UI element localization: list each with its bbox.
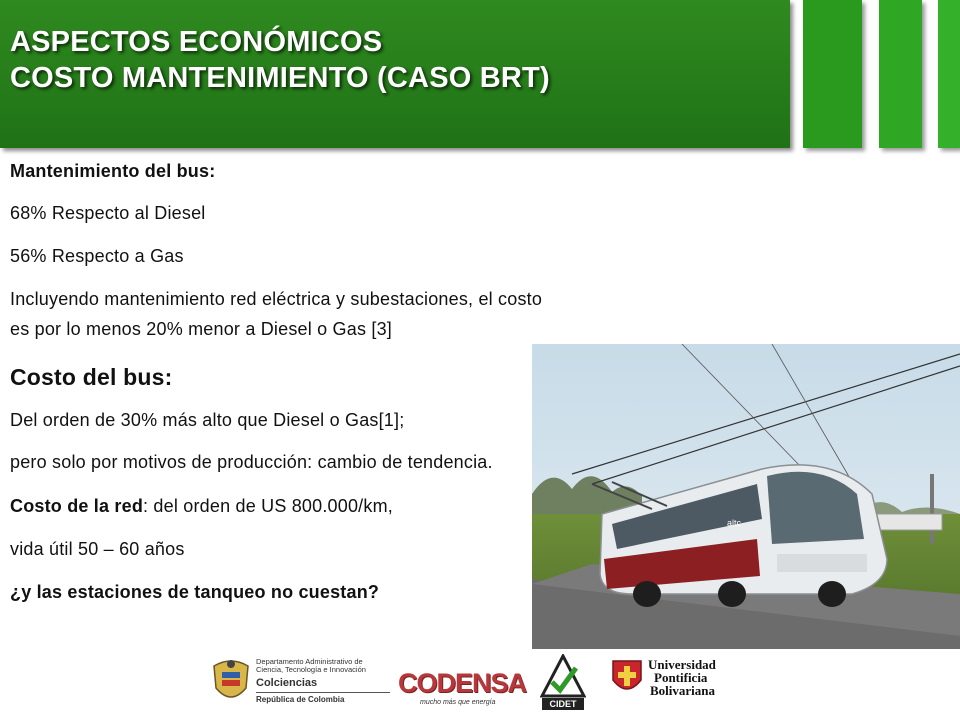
maintenance-heading: Mantenimiento del bus: xyxy=(10,161,216,181)
lifespan-line: vida útil 50 – 60 años xyxy=(10,539,185,559)
network-line-1: Incluyendo mantenimiento red eléctrica y subestaciones, el costo xyxy=(10,289,543,309)
network-cost-label: Costo de la red xyxy=(10,496,144,516)
cidet-check-icon xyxy=(540,654,586,698)
bus-label: altc xyxy=(727,518,742,528)
coat-of-arms-icon xyxy=(210,658,252,706)
decorative-bar-1 xyxy=(803,0,862,148)
bus-cost-heading: Costo del bus: xyxy=(10,364,173,390)
upb-shield-icon xyxy=(610,658,644,698)
codensa-slogan: mucho más que energía xyxy=(420,699,496,706)
production-line: pero solo por motivos de producción: cambio de tendencia. xyxy=(10,452,493,472)
upb-name-line-3: Bolivariana xyxy=(650,683,716,698)
trolleybus-illustration xyxy=(532,344,960,649)
colciencias-logo xyxy=(210,654,400,710)
colciencias-name: Colciencias xyxy=(256,677,318,689)
title-line-1: ASPECTOS ECONÓMICOS xyxy=(10,26,383,58)
network-cost-line xyxy=(10,496,393,517)
cidet-logo xyxy=(540,654,590,712)
colciencias-divider xyxy=(256,692,390,693)
network-cost-value: : del orden de US 800.000/km, xyxy=(143,496,393,516)
title-line-2: COSTO MANTENIMIENTO (CASO BRT) xyxy=(10,62,550,94)
diesel-line: 68% Respecto al Diesel xyxy=(10,203,206,223)
codensa-name: CODENSA xyxy=(398,668,527,698)
colciencias-dept-line-1: Departamento Administrativo de xyxy=(256,657,363,666)
title-banner xyxy=(0,0,790,148)
codensa-logo xyxy=(398,662,528,710)
decorative-bar-2 xyxy=(879,0,922,148)
colciencias-country: República de Colombia xyxy=(256,695,345,704)
trolleybus-photo xyxy=(532,344,960,649)
colciencias-dept-line-2: Ciencia, Tecnología e Innovación xyxy=(256,665,366,674)
network-line-2: es por lo menos 20% menor a Diesel o Gas [3] xyxy=(10,319,392,339)
order-line: Del orden de 30% más alto que Diesel o Gas[1]; xyxy=(10,410,405,430)
upb-name-line-1: Universidad xyxy=(648,657,716,672)
upb-name-line-2: Pontificia xyxy=(654,670,708,685)
decorative-bar-3 xyxy=(938,0,960,148)
stations-question: ¿y las estaciones de tanqueo no cuestan? xyxy=(10,582,380,602)
upb-logo xyxy=(610,658,730,710)
sponsor-logos xyxy=(200,650,760,720)
cidet-name: CIDET xyxy=(542,698,584,710)
gas-line: 56% Respecto a Gas xyxy=(10,246,184,266)
